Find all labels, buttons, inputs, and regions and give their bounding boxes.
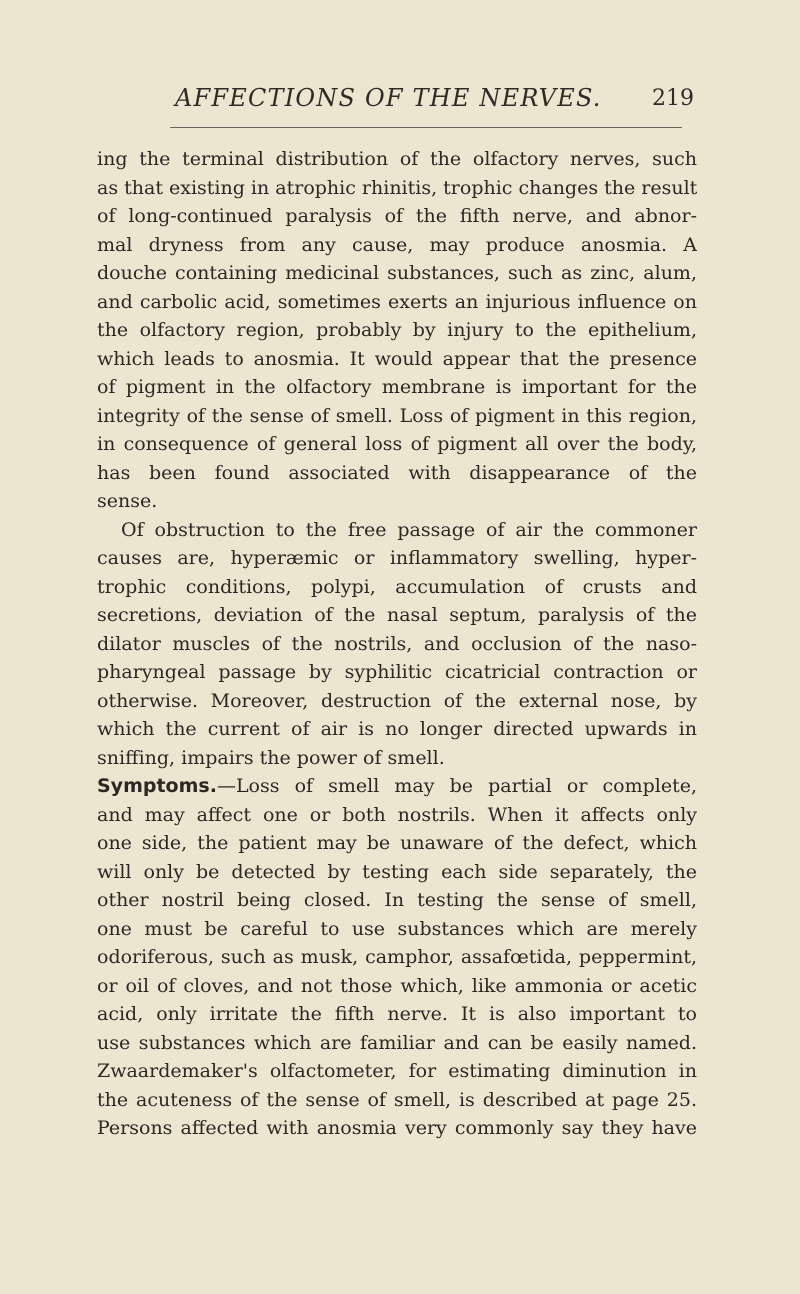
symptoms-first-line-text: —Loss of smell may be partial or complete,	[216, 775, 697, 797]
text-line: one must be careful to use substances which are merely	[97, 917, 697, 940]
text-line: which leads to anosmia. It would appear that the presence	[97, 347, 697, 370]
text-line: Persons affected with anosmia very commonly say they have	[97, 1117, 697, 1139]
text-line: secretions, deviation of the nasal septum, paralysis of the	[97, 604, 697, 626]
text-line: the acuteness of the sense of smell, is described at page 25.	[97, 1088, 697, 1111]
header-rule	[170, 127, 682, 128]
text-line: pharyngeal passage by syphilitic cicatricial contraction or	[97, 661, 697, 683]
text-line: use substances which are familiar and can be easily named.	[97, 1031, 697, 1054]
text-line: trophic conditions, polypi, accumulation of crusts and	[97, 575, 697, 598]
text-line: one side, the patient may be unaware of the defect, which	[97, 832, 697, 854]
text-line: otherwise. Moreover, destruction of the external nose, by	[97, 689, 697, 712]
text-line: of long-continued paralysis of the fifth nerve, and abnor-	[97, 205, 697, 227]
text-line: integrity of the sense of smell. Loss of pigment in this region,	[97, 404, 697, 427]
text-line: has been found associated with disappearance of the	[97, 461, 697, 484]
text-line: sense.	[97, 490, 158, 512]
text-line: and carbolic acid, sometimes exerts an injurious influence on	[97, 290, 697, 313]
text-line: mal dryness from any cause, may produce anosmia. A	[97, 233, 697, 256]
text-line: of pigment in the olfactory membrane is important for the	[97, 376, 697, 398]
text-line: Zwaardemaker's olfactometer, for estimating diminution in	[97, 1060, 697, 1082]
text-line: will only be detected by testing each side separately, the	[97, 860, 697, 883]
text-line: ing the terminal distribution of the olfactory nerves, such	[97, 148, 697, 170]
page-number: 219	[652, 86, 694, 111]
running-title: AFFECTIONS OF THE NERVES.	[175, 84, 602, 112]
text-line: which the current of air is no longer directed upwards in	[97, 718, 697, 740]
text-line: odoriferous, such as musk, camphor, assafœtida, peppermint,	[97, 946, 697, 968]
text-line: the olfactory region, probably by injury to the epithelium,	[97, 319, 697, 341]
text-line: other nostril being closed. In testing the sense of smell,	[97, 889, 697, 911]
text-line: or oil of cloves, and not those which, like ammonia or acetic	[97, 974, 697, 997]
text-line: sniffing, impairs the power of smell.	[97, 746, 445, 769]
text-line: in consequence of general loss of pigment all over the body,	[97, 433, 697, 455]
symptoms-first-line	[97, 772, 697, 801]
text-line: dilator muscles of the nostrils, and occlusion of the naso-	[97, 632, 697, 655]
text-line: as that existing in atrophic rhinitis, trophic changes the result	[97, 176, 697, 199]
text-line: and may affect one or both nostrils. When it affects only	[97, 803, 697, 826]
running-head	[0, 84, 800, 124]
text-line: causes are, hyperæmic or inflammatory swelling, hyper-	[97, 547, 697, 569]
text-line: douche containing medicinal substances, such as zinc, alum,	[97, 262, 697, 284]
text-line: acid, only irritate the fifth nerve. It is also important to	[97, 1003, 697, 1025]
symptoms-heading: Symptoms.	[97, 775, 217, 797]
body-text	[97, 145, 697, 1143]
text-line: Of obstruction to the free passage of air the commoner	[121, 518, 697, 541]
